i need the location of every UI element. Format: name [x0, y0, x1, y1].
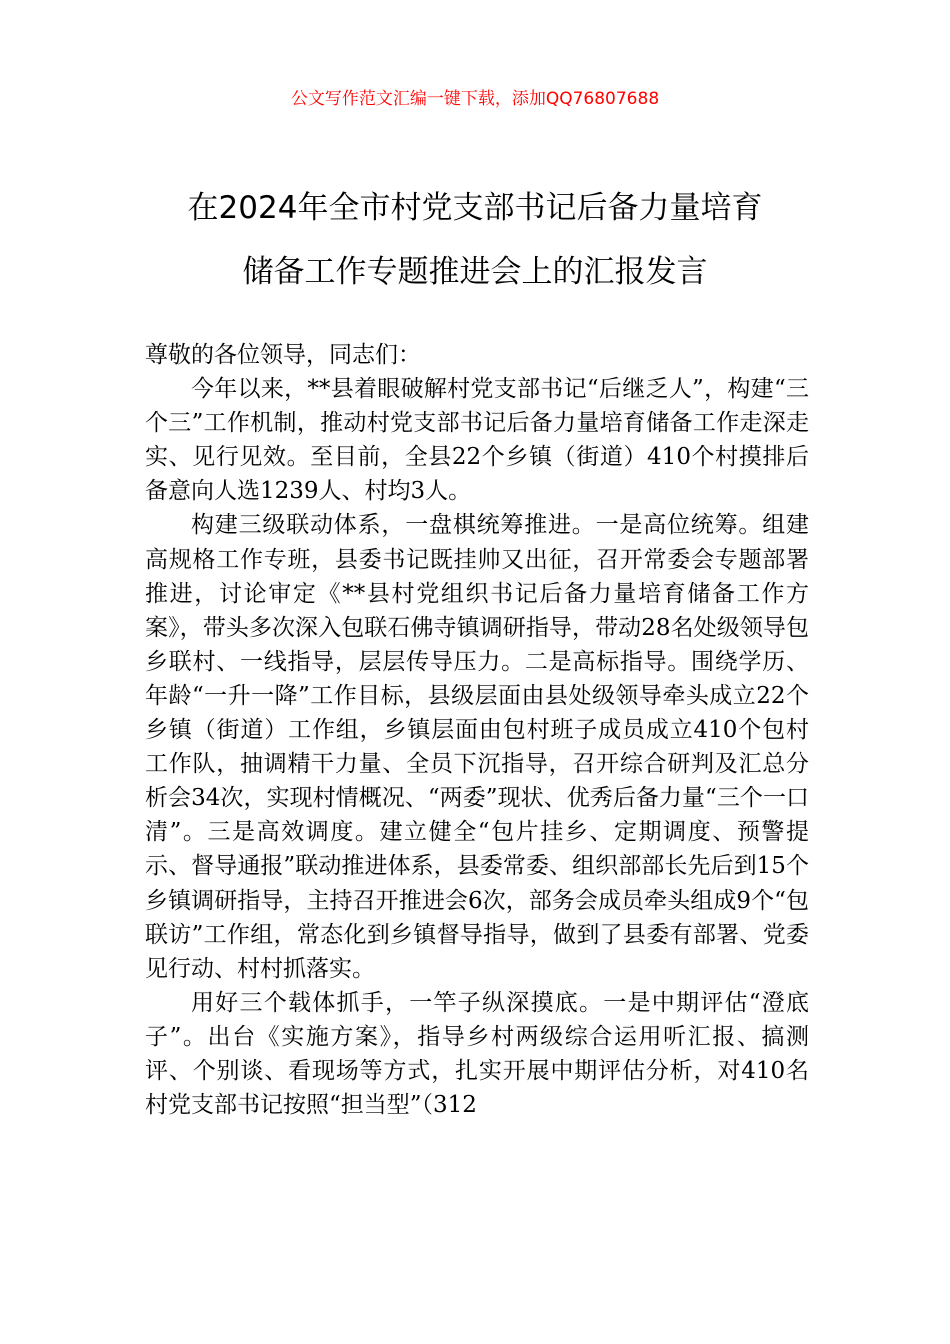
- salutation: 尊敬的各位领导，同志们：: [145, 342, 421, 368]
- title-line-1: 在2024年全市村党支部书记后备力量培育: [187, 190, 763, 226]
- document-title: [120, 176, 830, 304]
- paragraph-intro: 今年以来，**县着眼破解村党支部书记“后继乏人”，构建“三个三”工作机制，推动村党支部书记后备力量培育储备工作走深走实、见行见效。至目前，全县22个乡镇（街道）410个村摸排后备意向人选1239人、村均3人。: [145, 376, 809, 505]
- title-line-2: 储备工作专题推进会上的汇报发言: [242, 254, 708, 290]
- download-banner: 公文写作范文汇编一键下载，添加QQ76807688: [290, 89, 660, 109]
- paragraph-linkage-system: 构建三级联动体系，一盘棋统筹推进。一是高位统筹。组建高规格工作专班，县委书记既挂帅又出征，召开常委会专题部署推进，讨论审定《**县村党组织书记后备力量培育储备工作方案》，带头多次深入包联石佛寺镇调研指导，带动28名处级领导包乡联村、一线指导，层层传导压力。二是高标指导。围绕学历、年龄“一升一降”工作目标，县级层面由县处级领导牵头成立22个乡镇（街道）工作组，乡镇层面由包村班子成员成立410个包村工作队，抽调精干力量、全员下沉指导，召开综合研判及汇总分析会34次，实现村情概况、“两委”现状、优秀后备力量“三个一口清”。三是高效调度。建立健全“包片挂乡、定期调度、预警提示、督导通报”联动推进体系，县委常委、组织部部长先后到15个乡镇调研指导，主持召开推进会6次，部务会成员牵头组成9个“包联访”工作组，常态化到乡镇督导指导，做到了县委有部署、党委见行动、村村抓落实。: [145, 512, 809, 982]
- paragraph-carrier-tools: 用好三个载体抓手，一竿子纵深摸底。一是中期评估“澄底子”。出台《实施方案》，指导乡村两级综合运用听汇报、搞测评、个别谈、看现场等方式，扎实开展中期评估分析，对410名村党支部书记按照“担当型”（312: [145, 989, 809, 1119]
- document-body: [145, 338, 809, 1122]
